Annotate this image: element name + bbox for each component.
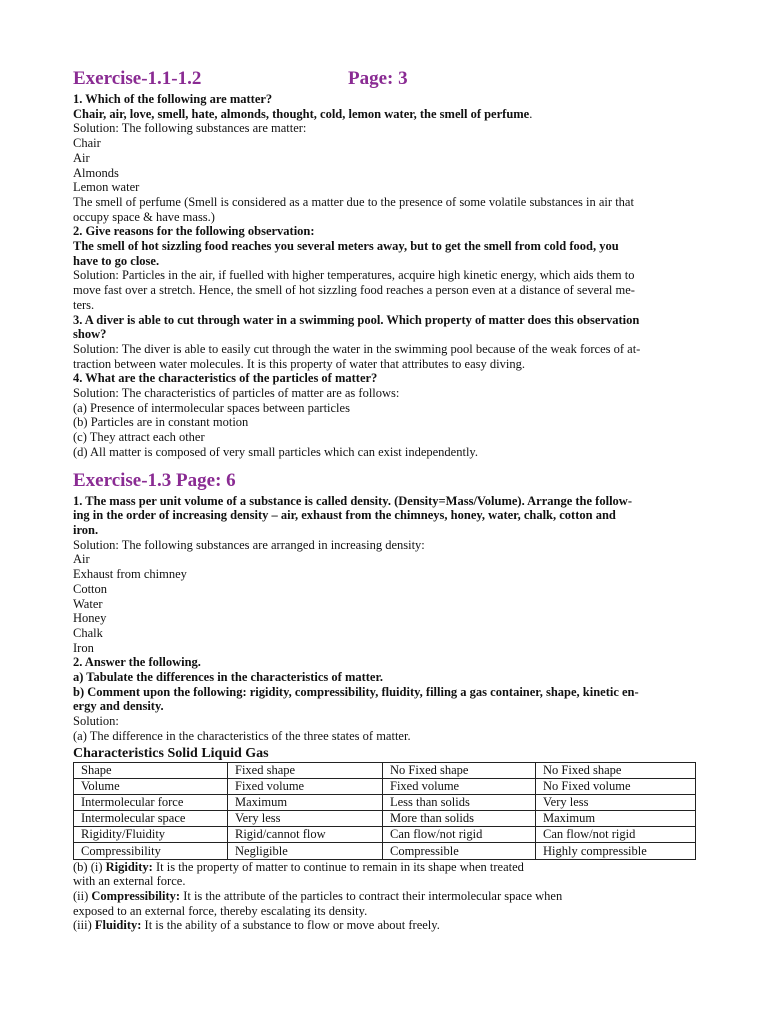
definition-prefix: (ii) [73,889,92,904]
definition-text: It is the property of matter to continue to remain in its shape when treated [152,859,524,874]
list-item: Air [73,552,90,567]
list-item: Honey [73,611,107,626]
document-page [73,66,698,933]
table-cell: Intermolecular force [74,794,228,810]
definition-term: Rigidity: [105,859,153,874]
compressibility-definition [73,889,698,904]
solution-3: Solution: The diver is able to easily cut through the water in the swimming pool because of the weak forces of at- [73,341,641,356]
table-row [74,762,696,778]
question-2: 2. Give reasons for the following observation: [73,224,315,239]
fluidity-definition [73,918,698,933]
definition-text: It is the attribute of the particles to contract their intermolecular space when [180,889,563,904]
question-part-b: b) Comment upon the following: rigidity, compressibility, fluidity, filling a gas container, shape, kinetic en- [73,684,639,699]
table-cell: Compressible [383,843,536,859]
table-cell: Maximum [228,794,383,810]
question-part-a: a) Tabulate the differences in the characteristics of matter. [73,670,384,685]
question-density: iron. [73,522,99,537]
question-1-list: Chair, air, love, smell, hate, almonds, thought, cold, lemon water, the smell of perfume. [73,106,533,121]
table-cell: Maximum [536,811,696,827]
table-cell: Fixed shape [228,762,383,778]
list-item: Chair [73,136,101,151]
table-cell: Rigid/cannot flow [228,827,383,843]
list-item: (a) Presence of intermolecular spaces between particles [73,400,350,415]
exercise-title: Exercise-1.1-1.2 [73,68,202,89]
list-item: Lemon water [73,180,140,195]
definition-prefix: (b) (i) [73,859,106,874]
list-item: (b) Particles are in constant motion [73,415,249,430]
solution-4: Solution: The characteristics of particles of matter are as follows: [73,386,400,401]
exercise-heading-1 [73,66,698,92]
list-item: Chalk [73,625,103,640]
rigidity-continuation: with an external force. [73,874,186,889]
table-cell: Fixed volume [228,778,383,794]
table-cell: Fixed volume [383,778,536,794]
solution-3: traction between water molecules. It is this property of water that attributes to easy diving. [73,356,525,371]
list-item: Air [73,150,90,165]
definition-prefix: (iii) [73,918,95,933]
question-1: 1. Which of the following are matter? [73,92,273,106]
table-cell: No Fixed volume [536,778,696,794]
solution-label: Solution: [73,714,119,729]
solution-a: (a) The difference in the characteristics of the three states of matter. [73,728,411,743]
table-cell: Rigidity/Fluidity [74,827,228,843]
list-item: Almonds [73,165,119,180]
table-cell: Negligible [228,843,383,859]
table-row [74,811,696,827]
definition-text: It is the ability of a substance to flow or move about freely. [141,918,440,933]
list-item: Exhaust from chimney [73,567,187,582]
page-number: Page: 3 [348,68,408,89]
question-answer: 2. Answer the following. [73,655,201,670]
list-item: Cotton [73,581,108,596]
table-cell: Less than solids [383,794,536,810]
table-cell: Can flow/not rigid [536,827,696,843]
list-item: Water [73,596,103,611]
compressibility-continuation: exposed to an external force, thereby escalating its density. [73,903,368,918]
question-2-observation: The smell of hot sizzling food reaches you several meters away, but to get the smell from cold food, you [73,239,619,254]
solution-2: move fast over a stretch. Hence, the smell of hot sizzling food reaches a person even at a distance of several me- [73,283,635,298]
list-item: Iron [73,640,94,655]
definition-term: Compressibility: [91,889,181,904]
perfume-line: The smell of perfume (Smell is considered as a matter due to the presence of some volatile substances in air that [73,194,634,209]
solution-2: ters. [73,297,95,312]
table-cell: No Fixed shape [536,762,696,778]
list-item: (c) They attract each other [73,430,205,445]
table-row [74,794,696,810]
question-1-items: Chair, air, love, smell, hate, almonds, thought, cold, lemon water, the smell of perfume [73,106,530,121]
states-of-matter-table [73,762,696,860]
table-cell: Very less [228,811,383,827]
table-cell: Can flow/not rigid [383,827,536,843]
exercise-heading-2: Exercise-1.3 Page: 6 [73,469,236,491]
table-cell: Very less [536,794,696,810]
question-3: show? [73,327,107,342]
table-row [74,843,696,859]
question-2-observation: have to go close. [73,253,160,268]
rigidity-definition [73,860,698,875]
table-cell: Compressibility [74,843,228,859]
question-density: 1. The mass per unit volume of a substance is called density. (Density=Mass/Volume). Arrange the follow- [73,493,632,508]
solution-2: Solution: Particles in the air, if fuelled with higher temperatures, acquire high kinetic energy, which aids them to [73,268,635,283]
question-part-b: ergy and density. [73,699,164,714]
question-3: 3. A diver is able to cut through water in a swimming pool. Which property of matter does this observation [73,312,640,327]
solution-density: Solution: The following substances are arranged in increasing density: [73,537,425,552]
table-cell: Shape [74,762,228,778]
perfume-line: occupy space & have mass.) [73,209,215,224]
table-cell: More than solids [383,811,536,827]
table-title: Characteristics Solid Liquid Gas [73,745,269,761]
question-4: 4. What are the characteristics of the particles of matter? [73,371,378,386]
table-cell: Intermolecular space [74,811,228,827]
table-cell: Volume [74,778,228,794]
definition-term: Fluidity: [94,918,142,933]
table-cell: No Fixed shape [383,762,536,778]
solution-1: Solution: The following substances are matter: [73,121,307,136]
list-item: (d) All matter is composed of very small particles which can exist independently. [73,444,478,459]
question-density: ing in the order of increasing density – air, exhaust from the chimneys, honey, water, chalk, cotton and [73,508,616,523]
table-cell: Highly compressible [536,843,696,859]
table-row [74,778,696,794]
table-row [74,827,696,843]
